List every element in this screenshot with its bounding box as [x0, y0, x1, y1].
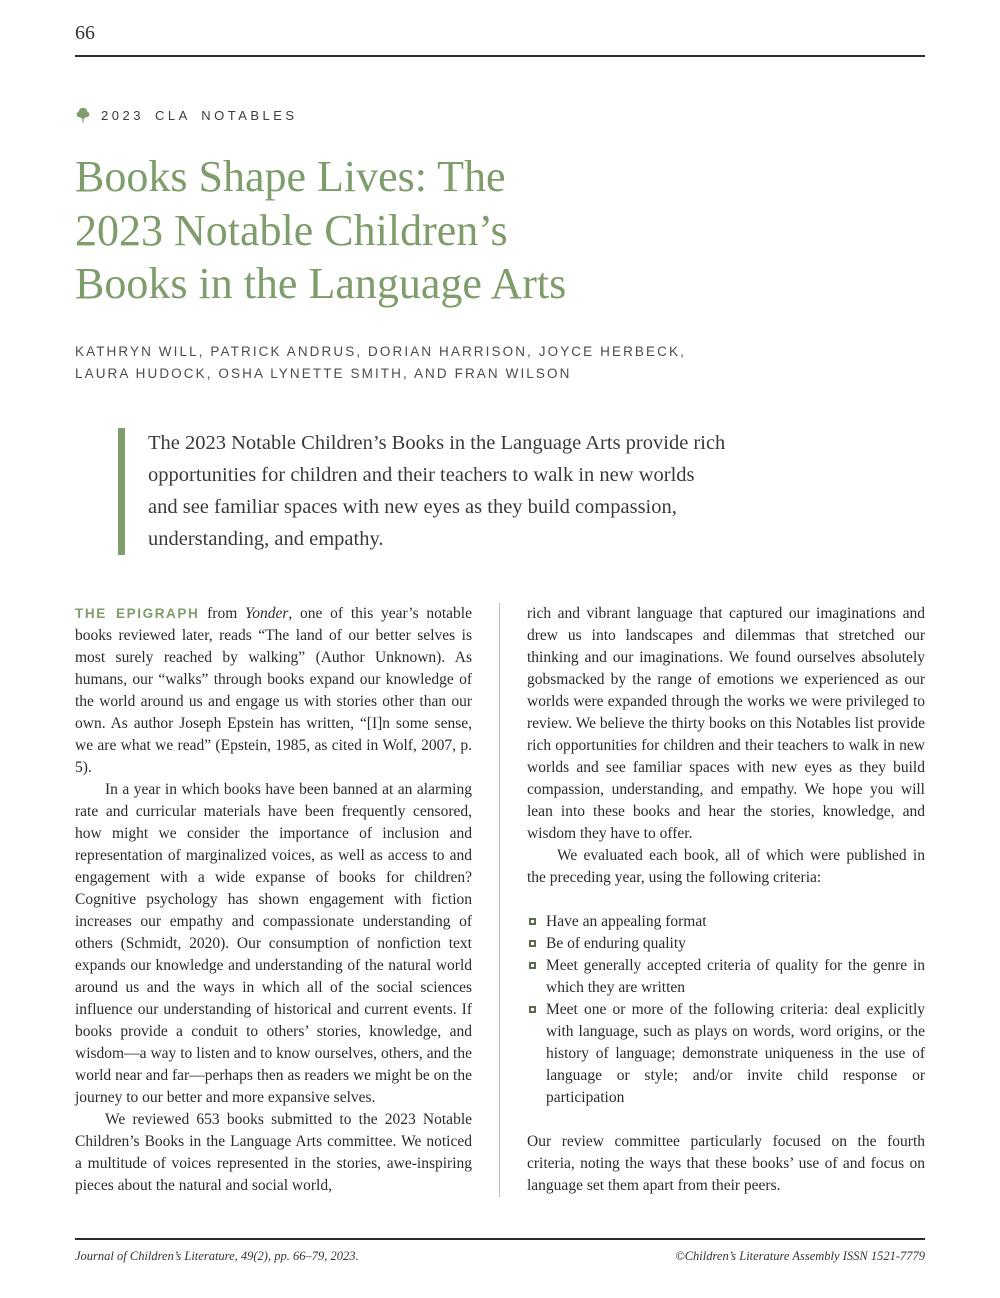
criteria-item-text: Meet one or more of the following criteria: deal explicitly with language, such as plays on words, word origins, or the history of language; demonstrate uniqueness in the use of language or style; and/or invite child response or participation — [546, 1001, 925, 1107]
square-bullet-icon — [529, 940, 536, 947]
authors-line-1: KATHRYN WILL, PATRICK ANDRUS, DORIAN HARRISON, JOYCE HERBECK, — [75, 344, 686, 360]
criteria-item-text: Meet generally accepted criteria of quality for the genre in which they are written — [546, 957, 925, 997]
criteria-item-4 — [527, 999, 925, 1109]
epigraph-pre-text: from — [199, 605, 246, 623]
criteria-item-text: Have an appealing format — [546, 913, 707, 931]
page-footer — [75, 1238, 925, 1264]
title-line-3: Books in the Language Arts — [75, 259, 567, 309]
criteria-list — [527, 911, 925, 1109]
criteria-intro-paragraph: We evaluated each book, all of which were published in the preceding year, using the following criteria: — [527, 847, 925, 887]
title-line-2: 2023 Notable Children’s — [75, 205, 508, 255]
body-paragraph-3-continued: rich and vibrant language that captured our imaginations and drew us into landscapes and dilemmas that stretched our thinking and our imaginations. We found ourselves absolutely gobsmacked by the range of emotions we experienced as our worlds were expanded through the works we were privileged to review. We believe the thirty books on this Notables list provide rich opportunities for children and their teachers to walk in new worlds and see familiar spaces with new eyes as they build compassion, understanding, and empathy. We hope you will lean into these books and hear the stories, knowledge, and wisdom they have to offer. — [527, 605, 925, 843]
epigraph-rest-text: , one of this year’s notable books reviewed later, reads “The land of our better selves is most surely reached by walking” (Author Unknown). As humans, our “walks” through books expand our knowledge of the world around us and engage us with stories other than our own. As author Joseph Epstein has written, “[I]n some sense, we are what we read” (Epstein, 1985, as cited in Wolf, 2007, p. 5). — [75, 605, 472, 777]
square-bullet-icon — [529, 1006, 536, 1013]
kicker-label: 2023 CLA NOTABLES — [101, 108, 298, 123]
title-line-1: Books Shape Lives: The — [75, 152, 506, 201]
pull-quote: The 2023 Notable Children’s Books in the Language Arts provide rich opportunities for children and their teachers to walk in new worlds and see familiar spaces with new eyes as they build compassion, understanding, and empathy. — [118, 428, 726, 555]
authors-byline — [75, 341, 925, 384]
epigraph-label: THE EPIGRAPH — [75, 606, 200, 622]
right-column — [500, 603, 925, 1197]
page-number: 66 — [75, 22, 95, 44]
criteria-item-2 — [527, 933, 925, 955]
square-bullet-icon — [529, 962, 536, 969]
footer-citation: Journal of Children’s Literature, 49(2), pp. 66–79, 2023. — [75, 1249, 359, 1263]
body-paragraph-3: We reviewed 653 books submitted to the 2023 Notable Children’s Books in the Language Arts committee. We noticed a multitude of voices represented in the stories, awe-inspiring pieces about the natural and social world, — [75, 1111, 472, 1195]
criteria-item-3 — [527, 955, 925, 999]
section-kicker — [75, 107, 925, 124]
cla-leaf-icon — [75, 107, 91, 124]
page-title — [75, 150, 755, 311]
body-paragraph-2: In a year in which books have been banned at an alarming rate and curricular materials have been frequently censored, how might we consider the importance of inclusion and representation of marginalized voices, as well as access to and engagement with a wide expanse of books for children? Cognitive psychology has shown engagement with fiction increases our empathy and compassionate understanding of others (Schmidt, 2020). Our consumption of nonfiction text expands our knowledge and understanding of the natural world around us and the ways in which all of the social sciences influence our understanding of historical and current events. If books provide a conduit to others’ stories, knowledge, and wisdom—a way to listen and to know ourselves, others, and the world near and far—perhaps then as readers we might be on the journey to our better and more expansive selves. — [75, 781, 472, 1107]
square-bullet-icon — [529, 918, 536, 925]
epigraph-paragraph — [75, 603, 472, 779]
footer-copyright: ©Children’s Literature Assembly ISSN 1521-7779 — [675, 1249, 925, 1263]
closing-paragraph: Our review committee particularly focused on the fourth criteria, noting the ways that these books’ use of and focus on language set them apart from their peers. — [527, 1133, 925, 1195]
epigraph-book-title: Yonder — [245, 605, 289, 623]
criteria-item-text: Be of enduring quality — [546, 935, 686, 953]
page-header — [75, 22, 925, 57]
article-body — [75, 603, 925, 1197]
left-column — [75, 603, 500, 1197]
criteria-item-1 — [527, 911, 925, 933]
authors-line-2: LAURA HUDOCK, OSHA LYNETTE SMITH, AND FRAN WILSON — [75, 365, 572, 381]
